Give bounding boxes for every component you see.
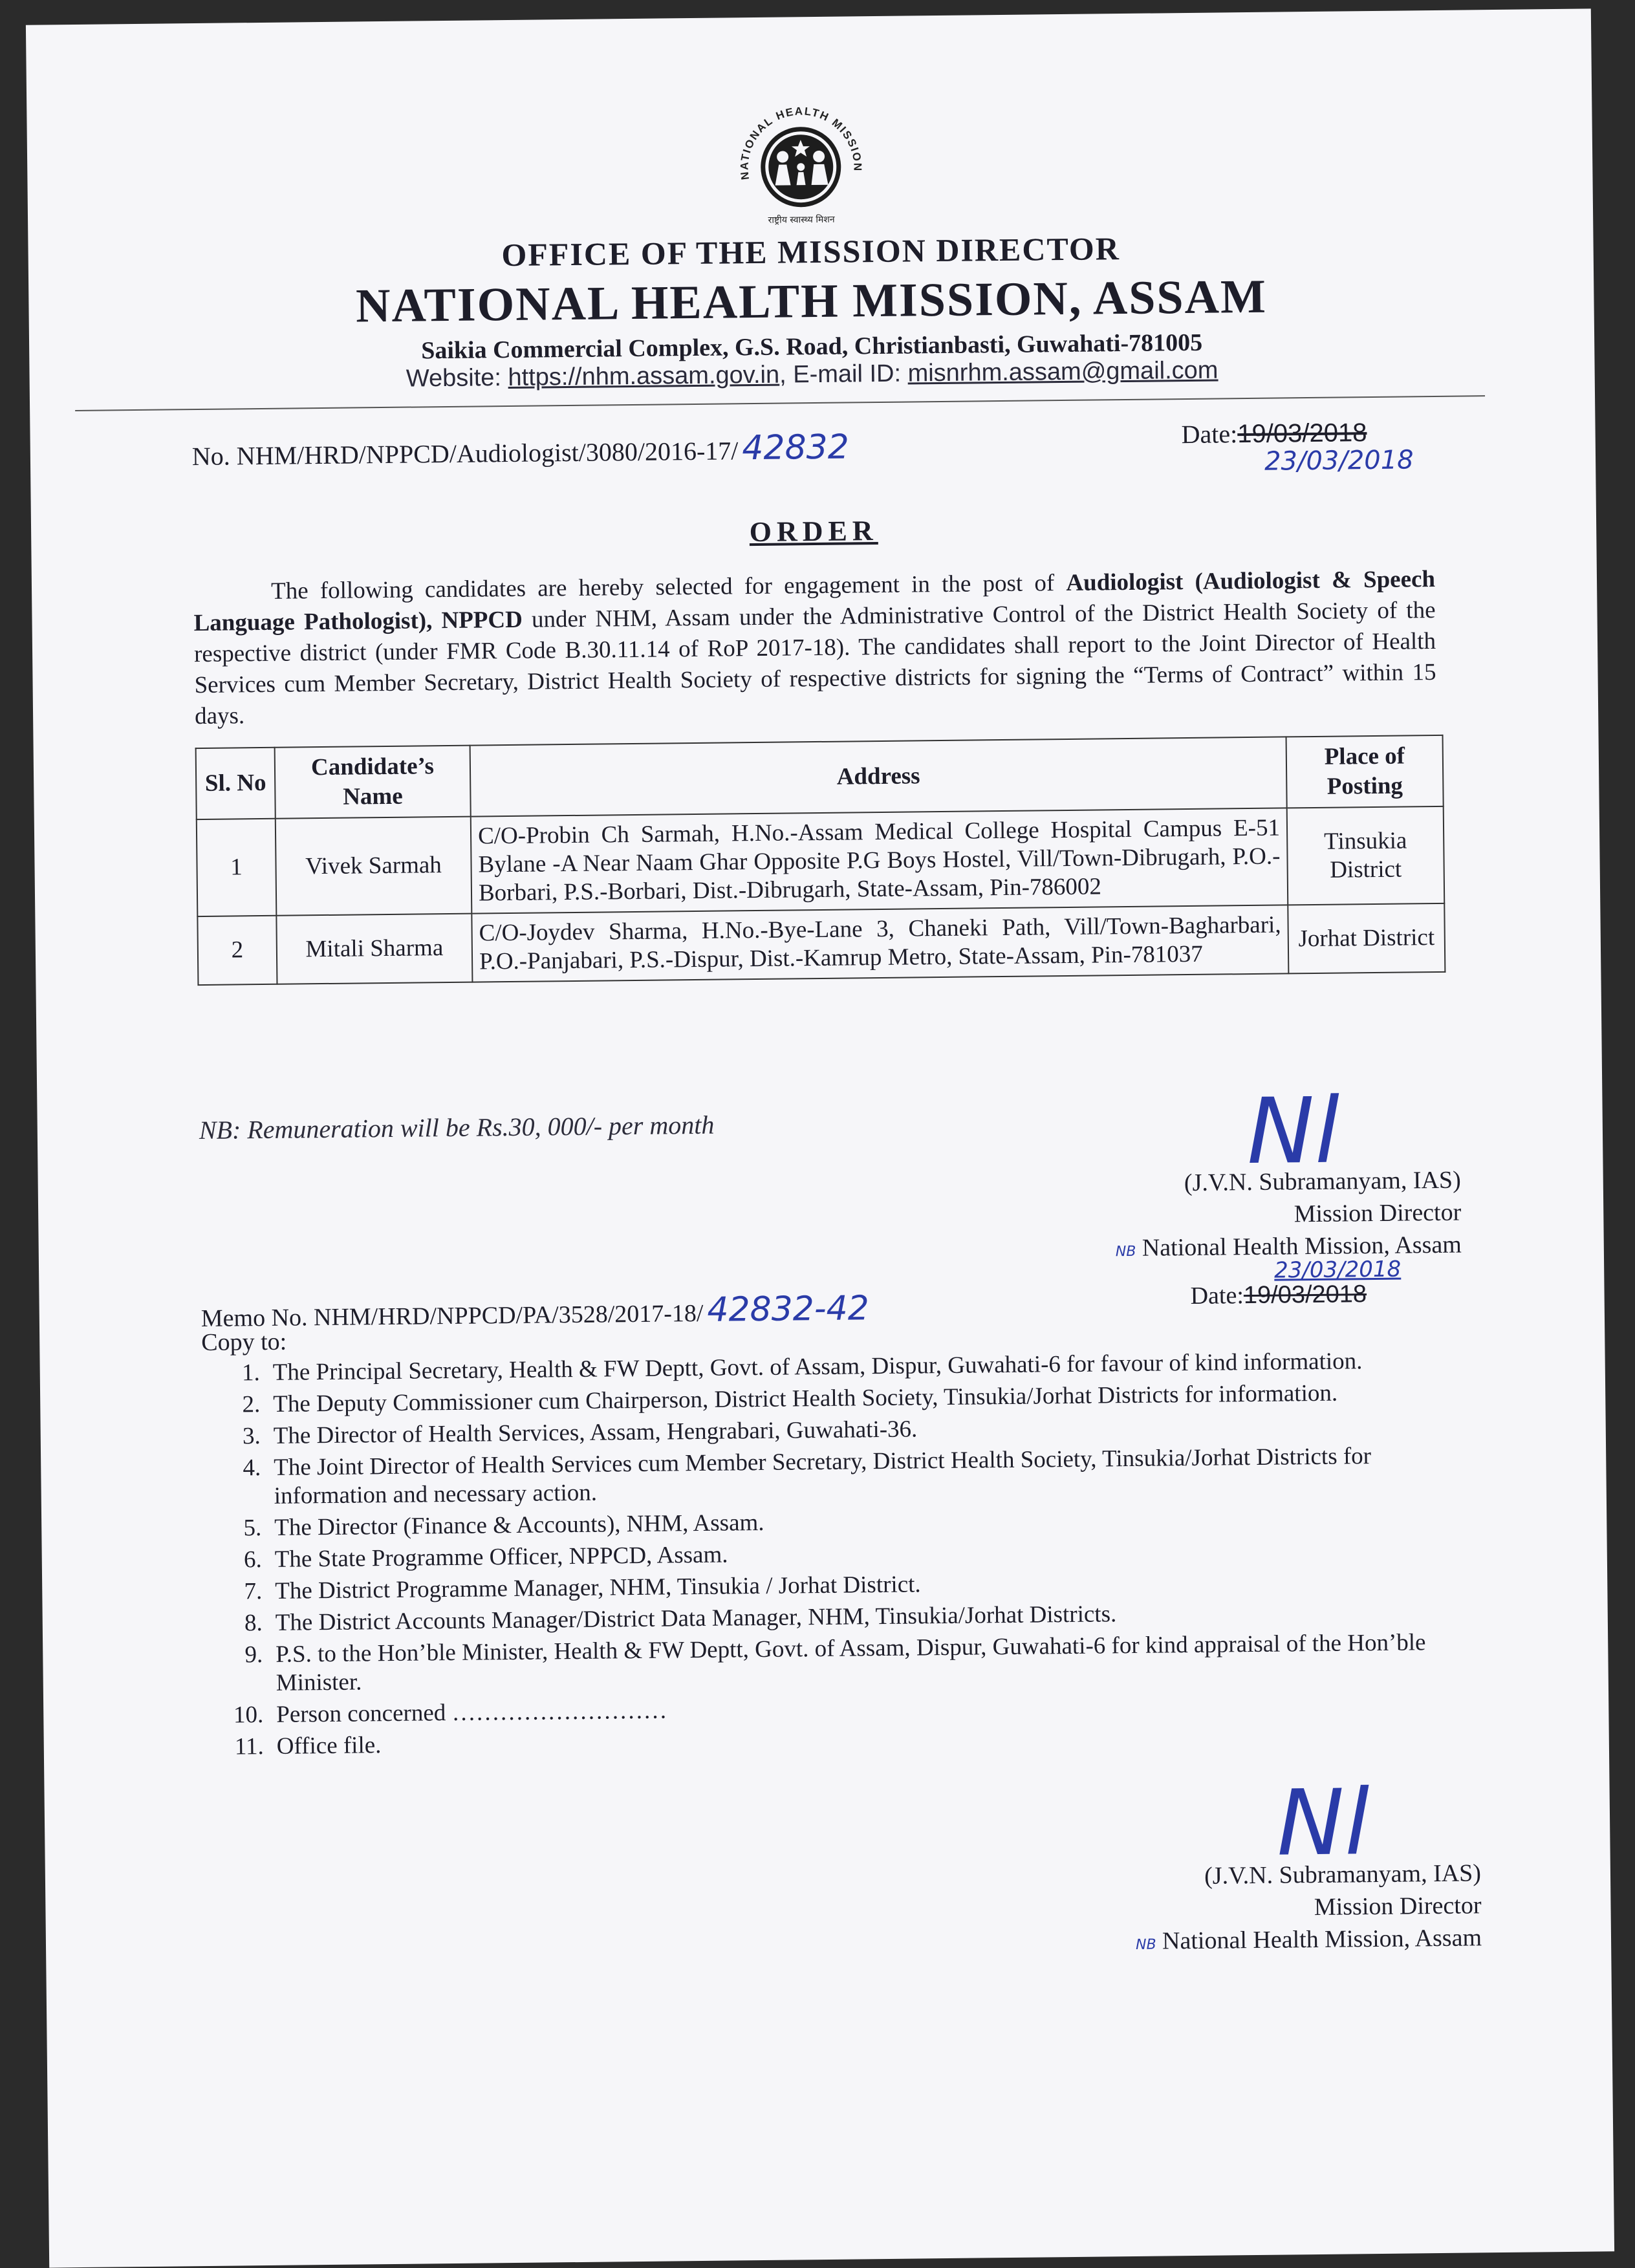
list-item-number: 6. (243, 1546, 262, 1573)
list-item-number: 1. (241, 1359, 260, 1387)
nb-handwritten-mark: NB (1115, 1243, 1136, 1260)
cell-address: C/O-Joydev Sharma, H.No.-Bye-Lane 3, Chaneki Path, Vill/Town-Bagharbari, P.O.-Panjabari, P.S.-Dispur, Dist.-Kamrup Metro, State-Assam, Pin-781037 (471, 905, 1288, 982)
header-sl-no: Sl. No (196, 748, 276, 819)
cell-candidate-name: Vivek Sarmah (276, 817, 472, 916)
cell-place-of-posting: Jorhat District (1288, 903, 1445, 974)
signatory-organisation-text: National Health Mission, Assam (1142, 1231, 1462, 1262)
document-page (26, 8, 1614, 2267)
list-item-number: 10. (233, 1701, 264, 1729)
list-item-number: 7. (244, 1578, 263, 1605)
list-item-text: The Deputy Commissioner cum Chairperson, District Health Society, Tinsukia/Jorhat Districts for information. (273, 1379, 1338, 1418)
signatory-designation: Mission Director (1314, 1892, 1482, 1921)
signature-block (1028, 1857, 1482, 1962)
office-title: OFFICE OF THE MISSION DIRECTOR (501, 230, 1121, 274)
memo-number (201, 1289, 870, 1335)
header-place-of-posting: Place of Posting (1286, 735, 1444, 808)
memo-date-handwritten: 23/03/2018 (1273, 1256, 1402, 1284)
list-item-text: The State Programme Officer, NPPCD, Assam. (274, 1541, 728, 1573)
order-date (1181, 417, 1367, 449)
memo-number-handwritten: 42832-42 (707, 1289, 870, 1330)
list-item-number: 9. (244, 1641, 263, 1669)
list-item-number: 8. (244, 1610, 263, 1637)
date-label: Date: (1181, 419, 1238, 449)
remuneration-note: NB: Remuneration will be Rs.30, 000/- per month (199, 1110, 715, 1145)
cell-candidate-name: Mitali Sharma (276, 914, 472, 984)
cell-sl-no: 1 (197, 819, 277, 916)
date-struck-out: 19/03/2018 (1237, 418, 1367, 449)
website-label: Website: (406, 363, 508, 393)
office-address: Saikia Commercial Complex, G.S. Road, Christianbasti, Guwahati-781005 (420, 329, 1203, 365)
signature-initials: Nl (1276, 1770, 1370, 1877)
list-item-text: The District Accounts Manager/District Data Manager, NHM, Tinsukia/Jorhat Districts. (275, 1601, 1117, 1636)
nb-handwritten-mark: NB (1135, 1936, 1156, 1953)
order-text-1: The following candidates are hereby selected for engagement in the post of (270, 569, 1067, 605)
table-header-row (196, 735, 1444, 819)
list-item-number: 11. (234, 1733, 265, 1760)
copy-to-list (202, 1346, 1460, 1765)
memo-date-struck-out: 19/03/2018 (1243, 1280, 1367, 1310)
reference-number-handwritten: 42832 (742, 427, 850, 468)
email-label: , E-mail ID: (779, 360, 908, 389)
copy-to-label: Copy to: (201, 1328, 287, 1357)
reference-number-printed: No. NHM/HRD/NPPCD/Audiologist/3080/2016-17/ (191, 436, 739, 471)
list-item-text: Person concerned ……………………… (276, 1697, 667, 1728)
order-reference-number (192, 427, 850, 473)
list-item-text: The Joint Director of Health Services cum Member Secretary, District Health Society, Tinsukia/Jorhat Districts for information and necessary action. (274, 1443, 1372, 1509)
list-item-text: The Director of Health Services, Assam, Hengrabari, Guwahati-36. (273, 1416, 918, 1449)
cell-address: C/O-Probin Ch Sarmah, H.No.-Assam Medical College Hospital Campus E-51 Bylane -A Near Naam Ghar Opposite P.G Boys Hostel, Vill/Town-Dibrugarh, P.O.-Borbari, P.S.-Borbari, Dist.-Dibrugarh, State-Assam, Pin-786002 (471, 808, 1288, 913)
list-item (204, 1628, 1460, 1698)
order-paragraph (193, 564, 1436, 732)
table-row (197, 806, 1444, 916)
candidates-table (195, 735, 1446, 986)
list-item (202, 1442, 1458, 1511)
header-address: Address (470, 737, 1287, 816)
date-handwritten: 23/03/2018 (1264, 445, 1414, 477)
list-item-text: Office file. (276, 1732, 382, 1760)
list-item-number: 5. (243, 1515, 262, 1542)
signatory-organisation (1029, 1921, 1482, 1962)
website-link[interactable]: https://nhm.assam.gov.in (508, 361, 780, 391)
list-item-text: The Principal Secretary, Health & FW Deptt, Govt. of Assam, Dispur, Guwahati-6 for favour of kind information. (272, 1348, 1363, 1386)
nhm-emblem-icon (703, 94, 898, 232)
memo-number-printed: Memo No. NHM/HRD/NPPCD/PA/3528/2017-18/ (200, 1299, 704, 1333)
signature-block (1008, 1164, 1462, 1269)
signatory-name: (J.V.N. Subramanyam, IAS) (1204, 1859, 1482, 1890)
list-item-number: 2. (242, 1391, 261, 1418)
emblem-motto: राष्ट्रीय स्वास्थ्य मिशन (768, 214, 835, 226)
list-item-text: The Director (Finance & Accounts), NHM, Assam. (274, 1509, 764, 1541)
cell-sl-no: 2 (197, 916, 277, 985)
list-item-number: 4. (243, 1454, 261, 1482)
signature-initials: Nl (1246, 1078, 1341, 1185)
signatory-designation: Mission Director (1294, 1198, 1462, 1228)
emblem-ring-text: NATIONAL HEALTH MISSION (738, 105, 864, 181)
signatory-name: (J.V.N. Subramanyam, IAS) (1184, 1166, 1461, 1197)
header-divider (75, 395, 1485, 411)
post-title: Audiologist (Audiologist & Speech Language Pathologist), NPPCD (193, 565, 1436, 637)
order-heading: ORDER (749, 515, 878, 548)
list-item-text: P.S. to the Hon’ble Minister, Health & FW Deptt, Govt. of Assam, Dispur, Guwahati-6 for kind appraisal of the Hon’ble Minister. (276, 1629, 1426, 1696)
signatory-organisation-text: National Health Mission, Assam (1162, 1924, 1482, 1955)
header-candidate-name: Candidate’s Name (275, 746, 471, 819)
table-row (197, 903, 1445, 985)
memo-date (1190, 1280, 1367, 1310)
list-item-text: The District Programme Manager, NHM, Tinsukia / Jorhat District. (275, 1571, 921, 1604)
organisation-title: NATIONAL HEALTH MISSION, ASSAM (355, 270, 1268, 333)
list-item-number: 3. (242, 1423, 261, 1450)
order-text-2: under NHM, Assam under the Administrative Control of the District Health Society of the respective district (under FMR Code B.30.11.14 of RoP 2017-18). The candidates shall report to the Joint Director of Health Services cum Member Secretary, District Health Society of respective districts for signing the “Terms of Contract” within 15 days. (193, 596, 1436, 730)
cell-place-of-posting: Tinsukia District (1287, 806, 1445, 905)
memo-date-label: Date: (1190, 1282, 1244, 1310)
email-link[interactable]: misnrhm.assam@gmail.com (907, 356, 1218, 387)
